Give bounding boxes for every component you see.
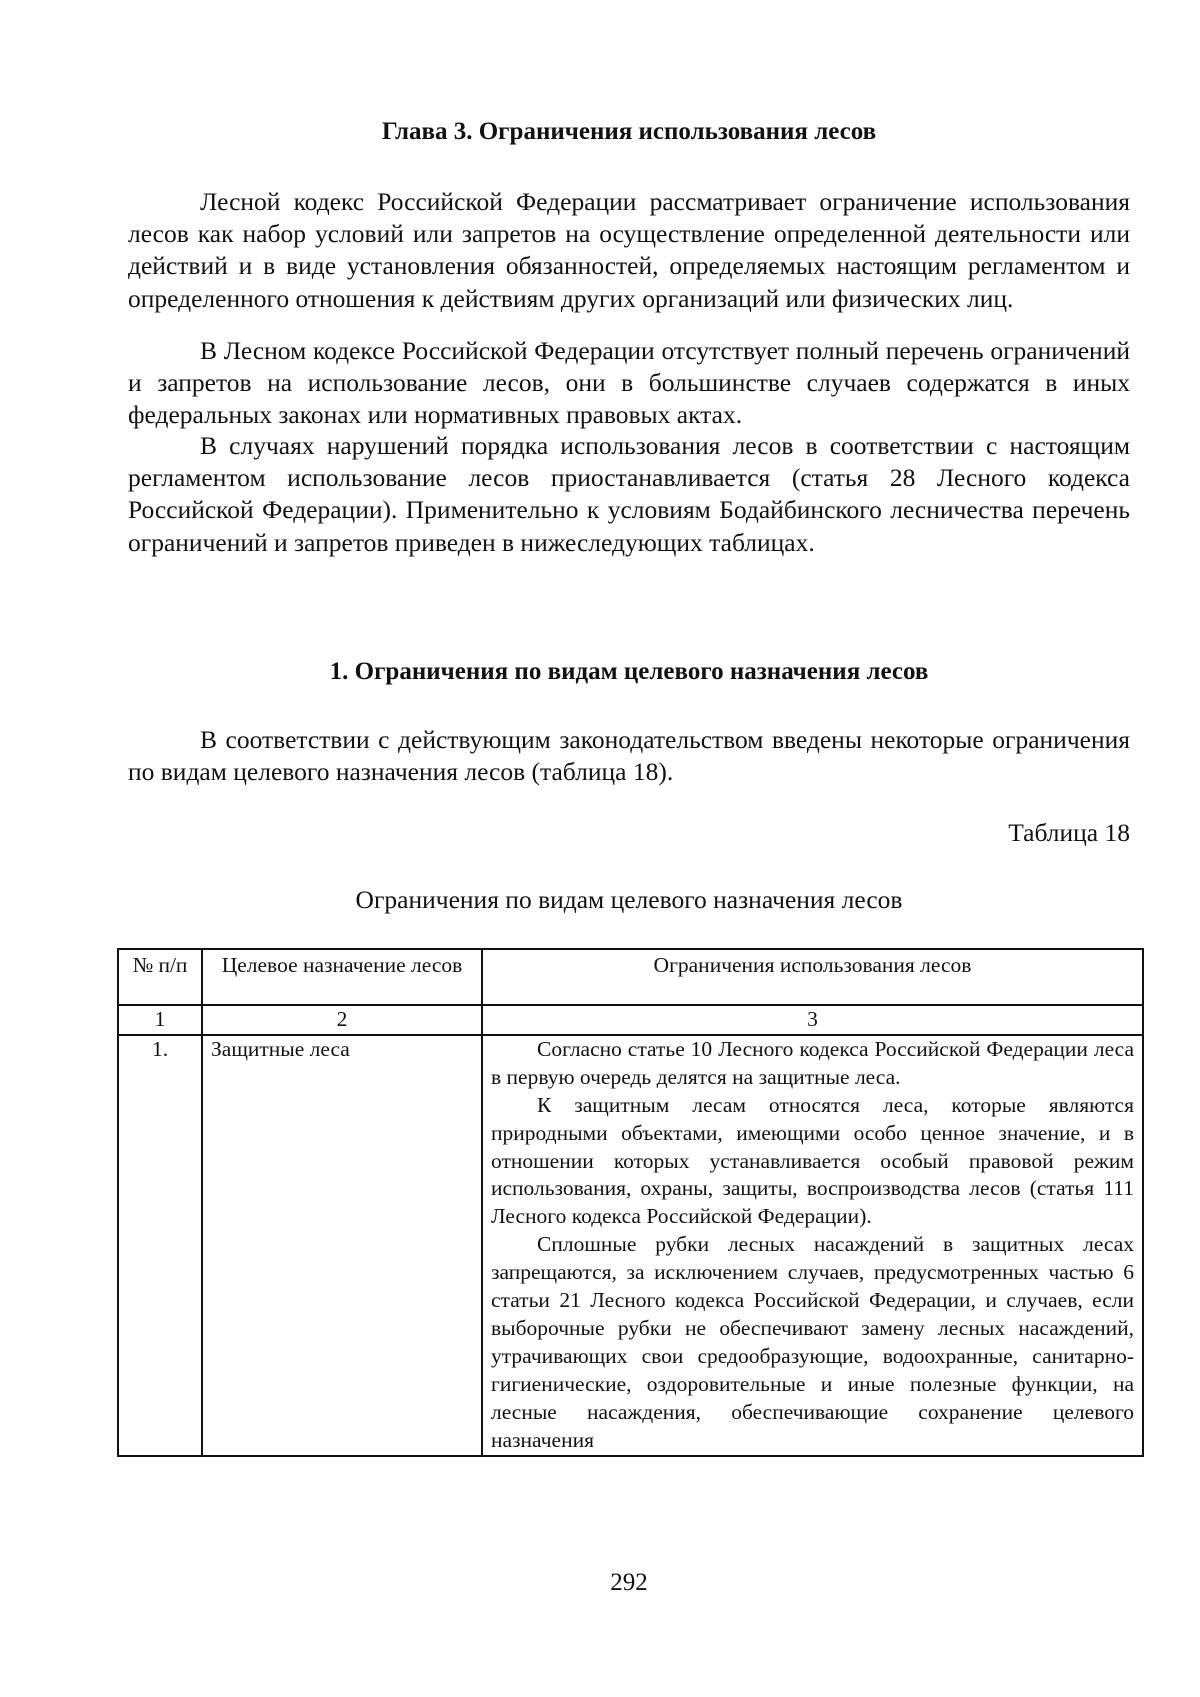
page-number: 292	[610, 1569, 648, 1596]
section-paragraph: В соответствии с действующим законодательством введены некоторые ограничения по видам целевого назначения лесов (таблица 18).	[128, 725, 1130, 787]
section-title: 1. Ограничения по видам целевого назначения лесов	[329, 658, 929, 685]
row-restrictions-cell	[482, 1035, 1143, 1456]
restriction-paragraph-2: К защитным лесам относятся леса, которые являются природными объектами, имеющими особо ценное значение, и в отношении которых устанавливается особый правовой режим использования, охраны, защиты, воспроизводства лесов (статья 111 Лесного кодекса Российской Федерации).	[491, 1092, 1134, 1229]
column-number-1: 1	[118, 1005, 202, 1035]
restriction-paragraph-3: Сплошные рубки лесных насаждений в защитных лесах запрещаются, за исключением случаев, предусмотренных частью 6 статьи 21 Лесного кодекса Российской Федерации, и случаев, если выборочные рубки не обеспечивают замену лесных насаждений, утрачивающих свои средообразующие, водоохранные, санитарно-гигиенические, оздоровительные и иные полезные функции, на лесные насаждения, обеспечивающие сохранение целевого назначения	[491, 1232, 1134, 1452]
chapter-title: Глава 3. Ограничения использования лесов	[381, 118, 877, 145]
table-number-label: Таблица 18	[1008, 818, 1130, 847]
restrictions-table	[117, 948, 1144, 1457]
restriction-paragraph-1: Согласно статье 10 Лесного кодекса Российской Федерации леса в первую очередь делятся на защитные леса.	[491, 1036, 1134, 1089]
table-caption: Ограничения по видам целевого назначения лесов	[355, 885, 903, 914]
column-number-2: 2	[202, 1005, 482, 1035]
table-row	[118, 1035, 1143, 1456]
row-purpose-cell: Защитные леса	[202, 1035, 482, 1456]
header-cell-purpose: Целевое назначение лесов	[202, 949, 482, 1005]
column-number-row	[118, 1005, 1143, 1035]
table-header-row	[118, 949, 1143, 1005]
header-cell-number: № п/п	[118, 949, 202, 1005]
intro-paragraph-1: Лесной кодекс Российской Федерации рассматривает ограничение использования лесов как набор условий или запретов на осуществление определенной деятельности или действий и в виде установления обязанностей, определяемых настоящим регламентом и определенного отношения к действиям других организаций или физических лиц.	[128, 187, 1130, 313]
row-number-cell: 1.	[118, 1035, 202, 1456]
intro-paragraph-3: В случаях нарушений порядка использования лесов в соответствии с настоящим регламентом использование лесов приостанавливается (статья 28 Лесного кодекса Российской Федерации). Применительно к условиям Бодайбинского лесничества перечень ограничений и запретов приведен в нижеследующих таблицах.	[128, 431, 1130, 557]
intro-paragraph-2: В Лесном кодексе Российской Федерации отсутствует полный перечень ограничений и запретов на использование лесов, они в большинстве случаев содержатся в иных федеральных законах или нормативных правовых актах.	[128, 336, 1130, 430]
header-cell-restrictions: Ограничения использования лесов	[482, 949, 1143, 1005]
column-number-3: 3	[482, 1005, 1143, 1035]
